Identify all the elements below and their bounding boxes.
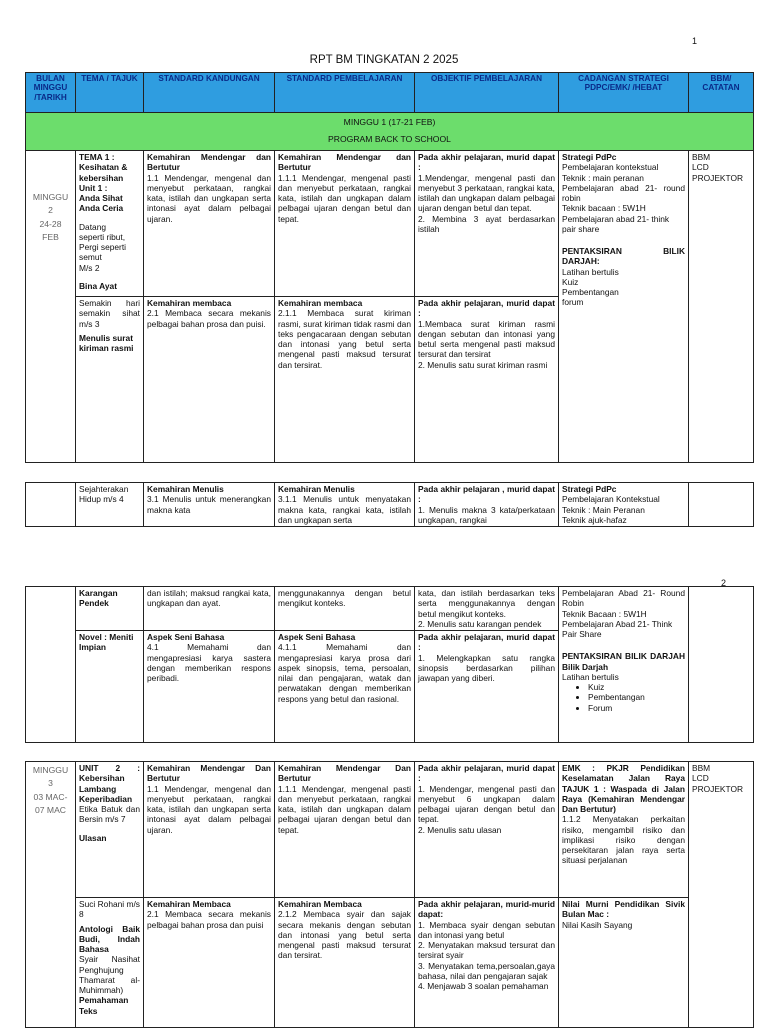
sp-text: 1.1.1 Mendengar, mengenal pasti dan menyebut perkataan, rangkai kata, istilah dan ungkapan dalam pelbagai ujaran dengan betul dan tepat. bbox=[278, 172, 411, 224]
objektif-item: 4. Menjawab 3 soalan pemahaman bbox=[418, 981, 549, 991]
week-dates: 24-28 bbox=[39, 218, 62, 229]
sk-text: 1.1 Mendengar, mengenal dan menyebut perkataan, rangkai kata, istilah dan ungkapan serta intonasi ayat dalam pelbagai ujaran. bbox=[147, 172, 271, 224]
bbm-line: BBM bbox=[692, 152, 711, 162]
bbm-line: PROJEKTOR bbox=[692, 783, 744, 794]
objektif-title: Pada akhir pelajaran, murid-murid dapat: bbox=[418, 899, 555, 920]
week-dates: 03 MAC- bbox=[33, 791, 68, 802]
pentaksiran-list bbox=[562, 682, 685, 713]
week-number: 2 bbox=[48, 205, 53, 216]
strip-tema-cell bbox=[76, 483, 144, 527]
objektif-item: 1. Mendengar, mengenal pasti dan menyebut 6 ungkapan dalam pelbagai ujaran dengan betul dan tepat. bbox=[418, 783, 555, 825]
pentaksiran-bullet: • Forum bbox=[588, 703, 685, 713]
tajuk-text: Semakin hari semakin sihat m/s 3 bbox=[79, 298, 140, 329]
tajuk-text: Sejahterakan Hidup m/s 4 bbox=[79, 484, 129, 505]
week2-strategi-cell bbox=[559, 151, 689, 463]
bbm-line: LCD bbox=[692, 162, 709, 173]
objektif-title: Pada akhir pelajaran, murid dapat : bbox=[418, 152, 555, 173]
objektif-item: 1. Membaca syair dengan sebutan dan intonasi yang betul bbox=[418, 919, 555, 940]
week2-tema-cell-2 bbox=[76, 297, 144, 463]
pentaksiran-title: PENTAKSIRAN BILIK DARJAH Bilik Darjah bbox=[562, 651, 685, 672]
objektif-title: Pada akhir pelajaran, murid dapat : bbox=[418, 632, 555, 653]
week3-nilai-cell bbox=[559, 898, 689, 1028]
pentaksiran-line: Latihan bertulis bbox=[562, 671, 619, 682]
tajuk-text: semut bbox=[79, 252, 102, 263]
rpt-table-continued bbox=[25, 586, 754, 743]
objektif-item: 2. Menulis satu surat kiriman rasmi bbox=[418, 359, 548, 370]
sp-title: Aspek Seni Bahasa bbox=[278, 632, 356, 642]
week3-tema-cell-2 bbox=[76, 898, 144, 1028]
tajuk-heading: Karangan Pendek bbox=[79, 588, 118, 609]
banner-week1: MINGGU 1 (17-21 FEB) bbox=[343, 117, 436, 127]
objektif-item: 2. Menulis satu ulasan bbox=[418, 824, 502, 835]
week3-tema-cell bbox=[76, 762, 144, 898]
tajuk-heading: Menulis surat kiriman rasmi bbox=[79, 332, 134, 353]
tajuk-ulasan: Ulasan bbox=[79, 832, 107, 843]
page-number: 2 bbox=[721, 578, 727, 588]
week2-bbm-cell bbox=[689, 151, 754, 463]
week3-objektif-cell bbox=[415, 762, 559, 898]
week3-sk-cell-2 bbox=[144, 898, 275, 1028]
header-objektif: OBJEKTIF PEMBELAJARAN bbox=[415, 73, 559, 113]
continued-sp-cell bbox=[275, 587, 415, 631]
week2-sk-cell-2 bbox=[144, 297, 275, 463]
strategi-title: Strategi PdPc bbox=[562, 484, 617, 494]
week-dates: 07 MAC bbox=[34, 804, 67, 815]
continued-objektif-cell bbox=[415, 587, 559, 631]
sp-text: 2.1.2 Membaca syair dan sajak secara mekanis dengan sebutan dan intonasi yang betul serta mengenal pasti maksud tersurat dan tersirat. bbox=[278, 909, 411, 961]
week-label: MINGGU bbox=[32, 765, 69, 775]
sp-title: Kemahiran Menulis bbox=[278, 484, 355, 494]
page-number: 1 bbox=[692, 36, 698, 46]
bbm-line: PROJEKTOR bbox=[692, 172, 744, 183]
tajuk-text: Datang bbox=[79, 221, 107, 232]
strip-bbm-cell bbox=[689, 483, 754, 527]
continued-tema-cell bbox=[76, 587, 144, 631]
week1-banner bbox=[26, 113, 754, 151]
week2-sp-cell-2 bbox=[275, 297, 415, 463]
week-label: MINGGU bbox=[32, 192, 69, 202]
emk-title: EMK : PKJR Pendidikan Keselamatan Jalan Raya TAJUK 1 : Waspada di Jalan Raya (Kemahiran Mendengar Dan Bertutur) bbox=[562, 763, 685, 814]
strategi-line: Pembelajaran abad 21- round robin bbox=[562, 182, 685, 203]
pentaksiran-bullet: • Pembentangan bbox=[588, 692, 685, 702]
sk-text: 3.1 Menulis untuk menerangkan makna kata bbox=[147, 494, 271, 515]
week2-objektif-cell bbox=[415, 151, 559, 297]
objektif-item: 1. Melengkapkan satu rangka sinopsis berdasarkan pilihan jawapan yang diberi. bbox=[418, 652, 555, 683]
nilai-title: Nilai Murni Pendidikan Sivik Bulan Mac : bbox=[562, 899, 685, 920]
week3-sp-cell-2 bbox=[275, 898, 415, 1028]
strip-objektif-cell bbox=[415, 483, 559, 527]
objektif-item: 2. Menyatakan maksud tersurat dan tersirat syair bbox=[418, 940, 555, 961]
sk-title: Aspek Seni Bahasa bbox=[147, 632, 225, 642]
pentaksiran-bullet: • Kuiz bbox=[588, 682, 685, 692]
strategi-line: Teknik : Main Peranan bbox=[562, 504, 645, 515]
sk-title: Kemahiran Mendengar Dan Bertutur bbox=[147, 763, 271, 784]
sk-title: Kemahiran Menulis bbox=[147, 484, 224, 494]
continued-sk-cell-2 bbox=[144, 631, 275, 743]
continued-sk-cell bbox=[144, 587, 275, 631]
emk-text: 1.1.2 Menyatakan perkaitan risiko, mengambil risiko dan implikasi risiko dengan persekitaran jalan raya serta situasi perjalanan bbox=[562, 814, 685, 866]
sp-title: Kemahiran Membaca bbox=[278, 899, 362, 909]
header-tema: TEMA / TAJUK bbox=[76, 73, 144, 113]
unit-heading: Anda Ceria bbox=[79, 203, 124, 214]
objektif-item: 2. Membina 3 ayat berdasarkan istilah bbox=[418, 213, 555, 234]
header-bbm: BBM/ CATATAN bbox=[689, 73, 754, 113]
header-standard-kandungan: STANDARD KANDUNGAN bbox=[144, 73, 275, 113]
sk-text: 2.1 Membaca secara mekanis pelbagai bahan prosa dan puisi. bbox=[147, 308, 271, 329]
sk-title: Kemahiran Mendengar dan Bertutur bbox=[147, 152, 271, 173]
tajuk-text: Etika Batuk dan Bersin m/s 7 bbox=[79, 804, 140, 825]
pentaksiran-line: Kuiz bbox=[562, 276, 579, 287]
tajuk-text: Pergi seperti bbox=[79, 242, 127, 252]
strategi-line: Teknik bacaan : 5W1H bbox=[562, 203, 646, 214]
week3-sp-cell bbox=[275, 762, 415, 898]
strategi-title: Strategi PdPc bbox=[562, 152, 617, 162]
sk-text: 4.1 Memahami dan mengapresiasi karya sastera dengan memberikan respons peribadi. bbox=[147, 642, 271, 683]
strip-week-cell bbox=[26, 483, 76, 527]
continued-sp-cell-2 bbox=[275, 631, 415, 743]
sp-text: 2.1.1 Membaca surat kiriman rasmi, surat kiriman tidak rasmi dan teks pengacaraan dengan sebutan dan intonasi yang betul serta mengenal pasti maksud tersurat dan tersirat. bbox=[278, 308, 411, 370]
strip-strategi-cell bbox=[559, 483, 689, 527]
sp-text: menggunakannya dengan betul mengikut konteks. bbox=[278, 588, 411, 609]
unit-heading: Anda Sihat bbox=[79, 193, 123, 203]
sp-title: Kemahiran Mendengar dan Bertutur bbox=[278, 152, 411, 173]
tema-heading: kebersihan bbox=[79, 172, 124, 183]
continued-objektif-cell-2 bbox=[415, 631, 559, 743]
strategi-line: Pembelajaran Kontekstual bbox=[562, 494, 660, 505]
rpt-table-week2 bbox=[25, 72, 754, 463]
week3-bbm-cell bbox=[689, 762, 754, 1028]
tajuk-page: M/s 2 bbox=[79, 262, 100, 273]
continued-week-cell bbox=[26, 587, 76, 743]
strip-sp-cell bbox=[275, 483, 415, 527]
rpt-table-strip bbox=[25, 482, 754, 527]
tajuk-text: seperti ribut, bbox=[79, 231, 126, 242]
sk-text: 2.1 Membaca secara mekanis pelbagai bahan prosa dan puisi bbox=[147, 909, 271, 930]
week3-emk-cell bbox=[559, 762, 689, 898]
sp-text: 4.1.1 Memahami dan mengapresiasi karya prosa dari aspek sinopsis, tema, persoalan, nilai dan pengajaran, watak dan perwatakan dengan memberikan respons yang betul dan rasional. bbox=[278, 642, 411, 704]
week-month: FEB bbox=[42, 231, 59, 242]
week2-objektif-cell-2 bbox=[415, 297, 559, 463]
week2-tema-cell bbox=[76, 151, 144, 297]
week2-label bbox=[26, 151, 76, 463]
tema-heading: TEMA 1 : bbox=[79, 152, 115, 162]
continued-strategi-cell bbox=[559, 587, 689, 743]
objektif-item: 3. Menyatakan tema,persoalan,gaya bahasa, nilai dan pengajaran sajak bbox=[418, 960, 555, 981]
sk-text: dan istilah; maksud rangkai kata, ungkapan dan ayat. bbox=[147, 588, 271, 609]
strategi-line: Teknik : main peranan bbox=[562, 172, 644, 183]
objektif-title: Pada akhir pelajaran , murid dapat : bbox=[418, 484, 555, 505]
objektif-item: 1. Menulis makna 3 kata/perkataan ungkapan, rangkai bbox=[418, 504, 555, 525]
sk-title: Kemahiran Membaca bbox=[147, 899, 231, 909]
rpt-table-week3 bbox=[25, 761, 754, 1028]
banner-program: PROGRAM BACK TO SCHOOL bbox=[328, 134, 451, 145]
objektif-item: 2. Menulis satu karangan pendek bbox=[418, 618, 542, 629]
strategi-line: Teknik ajuk-hafaz bbox=[562, 514, 627, 525]
objektif-item: 1.Mendengar, mengenal pasti dan menyebut 3 perkataan, rangkai kata, istilah dan ungkapan dalam pelbagai ujaran dengan betul dan tepat. bbox=[418, 172, 555, 214]
strip-sk-cell bbox=[144, 483, 275, 527]
sp-title: Kemahiran membaca bbox=[278, 298, 363, 308]
week3-objektif-cell-2 bbox=[415, 898, 559, 1028]
header-bulan: BULAN MINGGU /TARIKH bbox=[26, 73, 76, 113]
pentaksiran-line: Latihan bertulis bbox=[562, 266, 619, 277]
header-strategi: CADANGAN STRATEGI PDPC/EMK/ /HEBAT bbox=[559, 73, 689, 113]
continued-tema-cell-2 bbox=[76, 631, 144, 743]
strategi-line: Pembelajaran Abad 21- Round Robin bbox=[562, 588, 685, 609]
tema-heading: Kesihatan & bbox=[79, 162, 128, 173]
strategi-line: Pembelajaran kontekstual bbox=[562, 162, 659, 173]
sp-text: 1.1.1 Mendengar, mengenal pasti dan menyebut perkataan, rangkai kata, istilah dan ungkapan dalam pelbagai ujaran dengan betul dan tepat. bbox=[278, 783, 411, 835]
week2-sp-cell bbox=[275, 151, 415, 297]
pentaksiran-line: forum bbox=[562, 297, 584, 308]
sk-title: Kemahiran membaca bbox=[147, 298, 232, 308]
bbm-line: BBM bbox=[692, 763, 711, 773]
continued-bbm-cell bbox=[689, 587, 754, 743]
week3-label bbox=[26, 762, 76, 1028]
tajuk-bina-ayat: Bina Ayat bbox=[79, 280, 118, 291]
sp-text: 3.1.1 Menulis untuk menyatakan makna kata, rangkai kata, istilah dan ungkapan serta bbox=[278, 494, 411, 525]
week3-sk-cell bbox=[144, 762, 275, 898]
week-number: 3 bbox=[48, 778, 53, 789]
objektif-title: Pada akhir pelajaran, murid dapat : bbox=[418, 298, 555, 319]
pentaksiran-title: PENTAKSIRAN BILIK DARJAH: bbox=[562, 246, 685, 267]
objektif-title: Pada akhir pelajaran, murid dapat : bbox=[418, 763, 555, 784]
strategi-line: Pembelajaran abad 21- think pair share bbox=[562, 213, 670, 234]
objektif-item: 1.Membaca surat kiriman rasmi dengan sebutan dan intonasi yang betul serta mengenal pasti maksud tersurat dan tersirat bbox=[418, 318, 555, 360]
sk-text: 1.1 Mendengar, mengenal dan menyebut perkataan, rangkai kata, istilah dan ungkapan serta intonasi ayat dalam pelbagai ujaran. bbox=[147, 783, 271, 835]
pentaksiran-line: Pembentangan bbox=[562, 287, 619, 297]
strategi-line: Teknik Bacaan : 5W1H bbox=[562, 608, 647, 619]
objektif-item: kata, dan istilah berdasarkan teks serta menggunakannya dengan betul mengikut konteks. bbox=[418, 588, 555, 619]
tajuk-heading: Novel : Meniti Impian bbox=[79, 632, 134, 653]
sp-title: Kemahiran Mendengar Dan Bertutur bbox=[278, 763, 411, 784]
bbm-line: LCD bbox=[692, 773, 709, 784]
nilai-text: Nilai Kasih Sayang bbox=[562, 919, 633, 930]
header-standard-pembelajaran: STANDARD PEMBELAJARAN bbox=[275, 73, 415, 113]
document-title: RPT BM TINGKATAN 2 2025 bbox=[309, 54, 459, 66]
tajuk-text: Syair Nasihat Penghujung Thamarat al-Muhimmah) bbox=[79, 954, 140, 995]
strategi-line: Pembelajaran Abad 21- Think Pair Share bbox=[562, 618, 673, 639]
antologi-heading: Antologi Baik Budi, Indah Bahasa bbox=[79, 923, 140, 954]
tajuk-heading: Pemahaman Teks bbox=[79, 995, 129, 1016]
unit-heading: Unit 1 : bbox=[79, 182, 108, 193]
tajuk-text: Suci Rohani m/s 8 bbox=[79, 899, 140, 920]
unit-heading: UNIT 2 : Kebersihan Lambang Keperibadian bbox=[79, 763, 140, 804]
week2-sk-cell bbox=[144, 151, 275, 297]
